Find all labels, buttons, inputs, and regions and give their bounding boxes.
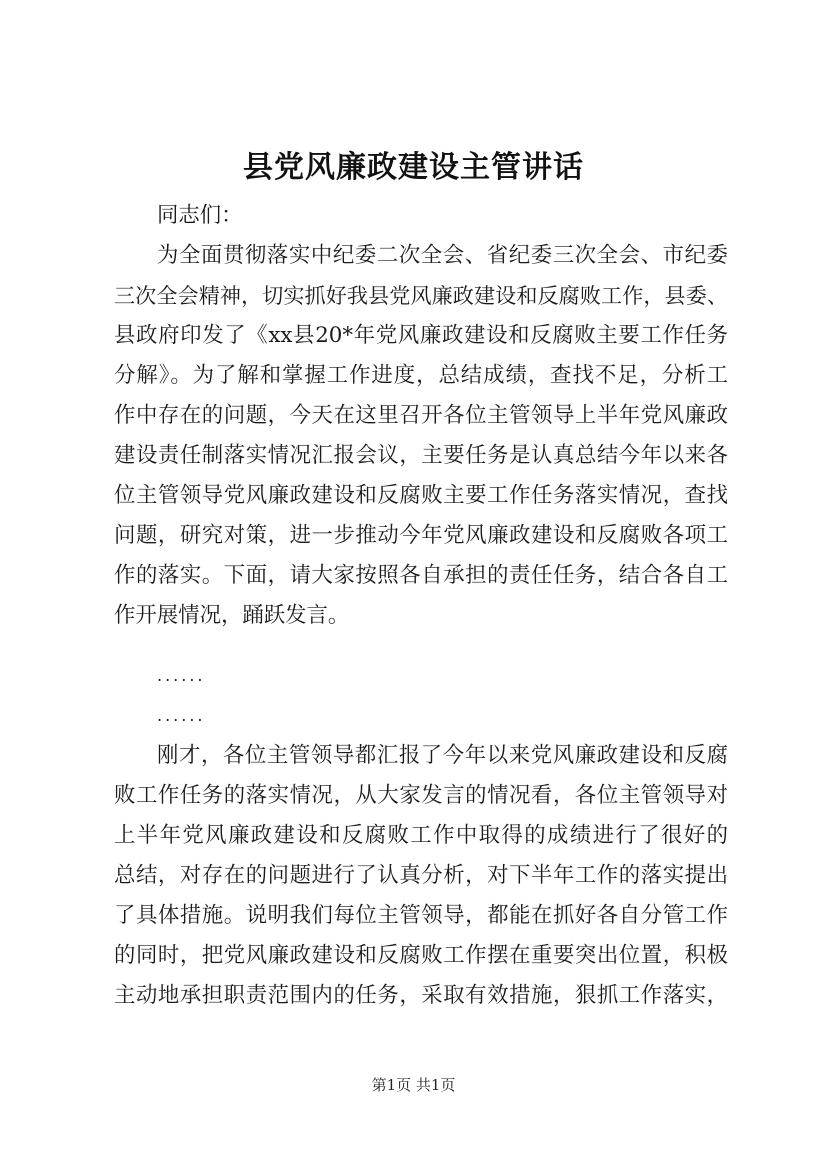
page-number-footer: 第1页 共1页 <box>371 1076 456 1094</box>
document-title: 县党风廉政建设主管讲话 <box>243 150 584 185</box>
ellipsis-marker: ...... <box>157 706 206 725</box>
paragraph-2-line: 了具体措施。说明我们每位主管领导，都能在抓好各自分管工作 <box>114 903 728 928</box>
salutation: 同志们： <box>157 203 243 228</box>
ellipsis-marker: ...... <box>157 666 206 685</box>
paragraph-1-line: 位主管领导党风廉政建设和反腐败主要工作任务落实情况，查找 <box>114 483 728 508</box>
paragraph-1-line: 作的落实。下面，请大家按照各自承担的责任任务，结合各自工 <box>114 563 728 588</box>
paragraph-2-line: 主动地承担职责范围内的任务，采取有效措施，狠抓工作落实， <box>114 983 728 1008</box>
paragraph-2-line: 败工作任务的落实情况，从大家发言的情况看，各位主管领导对 <box>114 783 728 808</box>
paragraph-2-line: 刚才，各位主管领导都汇报了今年以来党风廉政建设和反腐 <box>157 743 728 768</box>
paragraph-1-line: 三次全会精神，切实抓好我县党风廉政建设和反腐败工作，县委、 <box>114 283 728 308</box>
paragraph-1-line: 为全面贯彻落实中纪委二次全会、省纪委三次全会、市纪委 <box>157 243 728 268</box>
paragraph-2-line: 的同时，把党风廉政建设和反腐败工作摆在重要突出位置，积极 <box>114 943 728 968</box>
paragraph-1-line: 县政府印发了《xx县20*年党风廉政建设和反腐败主要工作任务 <box>114 323 728 348</box>
paragraph-1-line: 作开展情况，踊跃发言。 <box>114 603 350 628</box>
paragraph-2-line: 总结，对存在的问题进行了认真分析，对下半年工作的落实提出 <box>114 863 728 888</box>
paragraph-1-line: 分解》。为了解和掌握工作进度，总结成绩，查找不足，分析工 <box>114 363 728 388</box>
paragraph-1-line: 问题，研究对策，进一步推动今年党风廉政建设和反腐败各项工 <box>114 523 728 548</box>
paragraph-2-line: 上半年党风廉政建设和反腐败工作中取得的成绩进行了很好的 <box>114 823 728 848</box>
paragraph-1-line: 作中存在的问题，今天在这里召开各位主管领导上半年党风廉政 <box>114 403 728 428</box>
paragraph-1-line: 建设责任制落实情况汇报会议，主要任务是认真总结今年以来各 <box>114 443 728 468</box>
